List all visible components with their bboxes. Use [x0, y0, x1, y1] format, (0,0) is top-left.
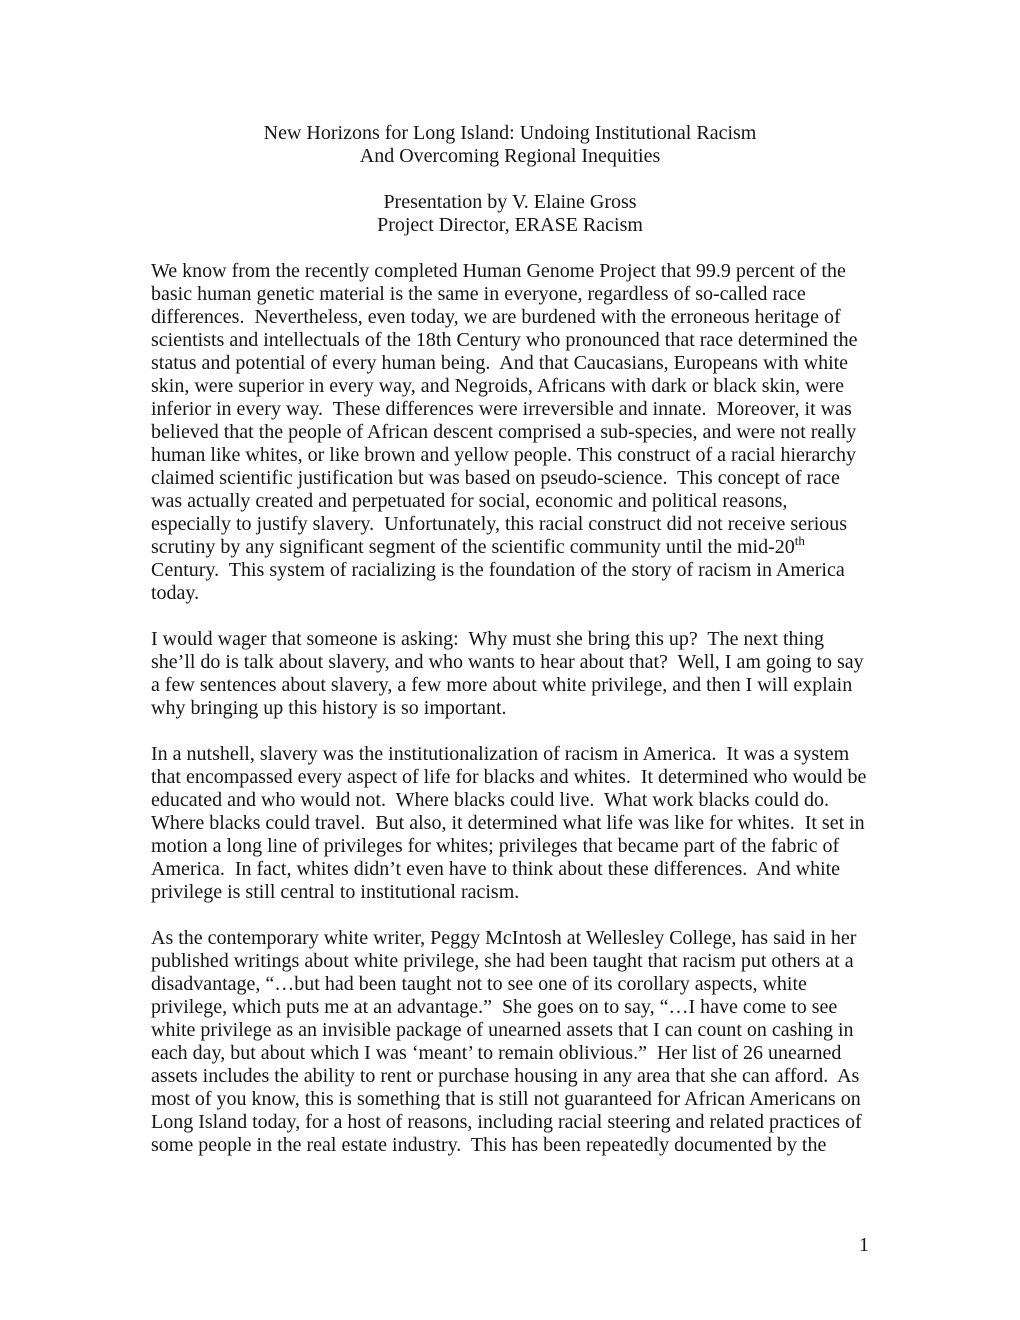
text-line: status and potential of every human being. And that Caucasians, Europeans with white	[151, 352, 849, 374]
text-line: Long Island today, for a host of reasons, including racial steering and related practices of	[151, 1111, 862, 1133]
text-line: human like whites, or like brown and yellow people. This construct of a racial hierarchy	[151, 444, 856, 466]
text-line: published writings about white privilege, she had been taught that racism put others at a	[151, 950, 854, 972]
paragraph	[151, 628, 869, 720]
text-line: white privilege as an invisible package of unearned assets that I can count on cashing in	[151, 1019, 854, 1041]
text-line: especially to justify slavery. Unfortunately, this racial construct did not receive serious	[151, 513, 848, 535]
text-line: most of you know, this is something that is still not guaranteed for African Americans on	[151, 1088, 861, 1110]
text-line: each day, but about which I was ‘meant’ to remain oblivious.” Her list of 26 unearned	[151, 1042, 842, 1064]
title-line-1: New Horizons for Long Island: Undoing Institutional Racism	[263, 122, 757, 144]
paragraph	[151, 260, 869, 605]
text-line: disadvantage, “…but had been taught not to see one of its corollary aspects, white	[151, 973, 807, 995]
text-line: privilege, which puts me at an advantage.” She goes on to say, “…I have come to see	[151, 996, 838, 1018]
text-line: educated and who would not. Where blacks could live. What work blacks could do.	[151, 789, 829, 811]
text-line: privilege is still central to institutional racism.	[151, 881, 520, 903]
text-segment: scrutiny by any significant segment of the scientific community until the mid-20	[151, 536, 795, 558]
page-number: 1	[859, 1234, 869, 1256]
text-line: some people in the real estate industry. This has been repeatedly documented by the	[151, 1134, 827, 1156]
byline-line-1: Presentation by V. Elaine Gross	[383, 191, 637, 213]
text-line: America. In fact, whites didn’t even have to think about these differences. And white	[151, 858, 841, 880]
document-byline	[151, 191, 869, 237]
paragraph	[151, 927, 869, 1157]
text-line: scientists and intellectuals of the 18th Century who pronounced that race determined the	[151, 329, 858, 351]
title-line-2: And Overcoming Regional Inequities	[359, 145, 661, 167]
text-line: that encompassed every aspect of life for blacks and whites. It determined who would be	[151, 766, 867, 788]
text-line: We know from the recently completed Human Genome Project that 99.9 percent of the	[151, 260, 846, 282]
text-line	[151, 533, 869, 559]
text-line: motion a long line of privileges for whites; privileges that became part of the fabric of	[151, 835, 840, 857]
text-line: inferior in every way. These differences were irreversible and innate. Moreover, it was	[151, 398, 852, 420]
text-line: was actually created and perpetuated for social, economic and political reasons,	[151, 490, 788, 512]
text-line: Century. This system of racializing is the foundation of the story of racism in America	[151, 559, 845, 581]
text-line: basic human genetic material is the same in everyone, regardless of so-called race	[151, 283, 806, 305]
text-line: a few sentences about slavery, a few more about white privilege, and then I will explain	[151, 674, 853, 696]
byline-line-2: Project Director, ERASE Racism	[377, 214, 643, 236]
text-line: assets includes the ability to rent or purchase housing in any area that she can afford. As	[151, 1065, 860, 1087]
text-line: differences. Nevertheless, even today, we are burdened with the erroneous heritage of	[151, 306, 841, 328]
text-line: believed that the people of African descent comprised a sub-species, and were not really	[151, 421, 857, 443]
text-line: I would wager that someone is asking: Why must she bring this up? The next thing	[151, 628, 825, 650]
text-line: why bringing up this history is so important.	[151, 697, 507, 719]
text-line: As the contemporary white writer, Peggy McIntosh at Wellesley College, has said in her	[151, 927, 857, 949]
text-line: Where blacks could travel. But also, it determined what life was like for whites. It set in	[151, 812, 865, 834]
text-block	[151, 122, 869, 1157]
text-line: claimed scientific justification but was based on pseudo-science. This concept of race	[151, 467, 840, 489]
text-line: today.	[151, 582, 200, 604]
text-line: she’ll do is talk about slavery, and who wants to hear about that? Well, I am going to say	[151, 651, 864, 673]
superscript-text: th	[794, 533, 805, 548]
text-line: In a nutshell, slavery was the institutionalization of racism in America. It was a system	[151, 743, 850, 765]
paragraph	[151, 743, 869, 904]
document-title	[151, 122, 869, 168]
text-line: skin, were superior in every way, and Negroids, Africans with dark or black skin, were	[151, 375, 844, 397]
paragraphs	[151, 260, 869, 1157]
